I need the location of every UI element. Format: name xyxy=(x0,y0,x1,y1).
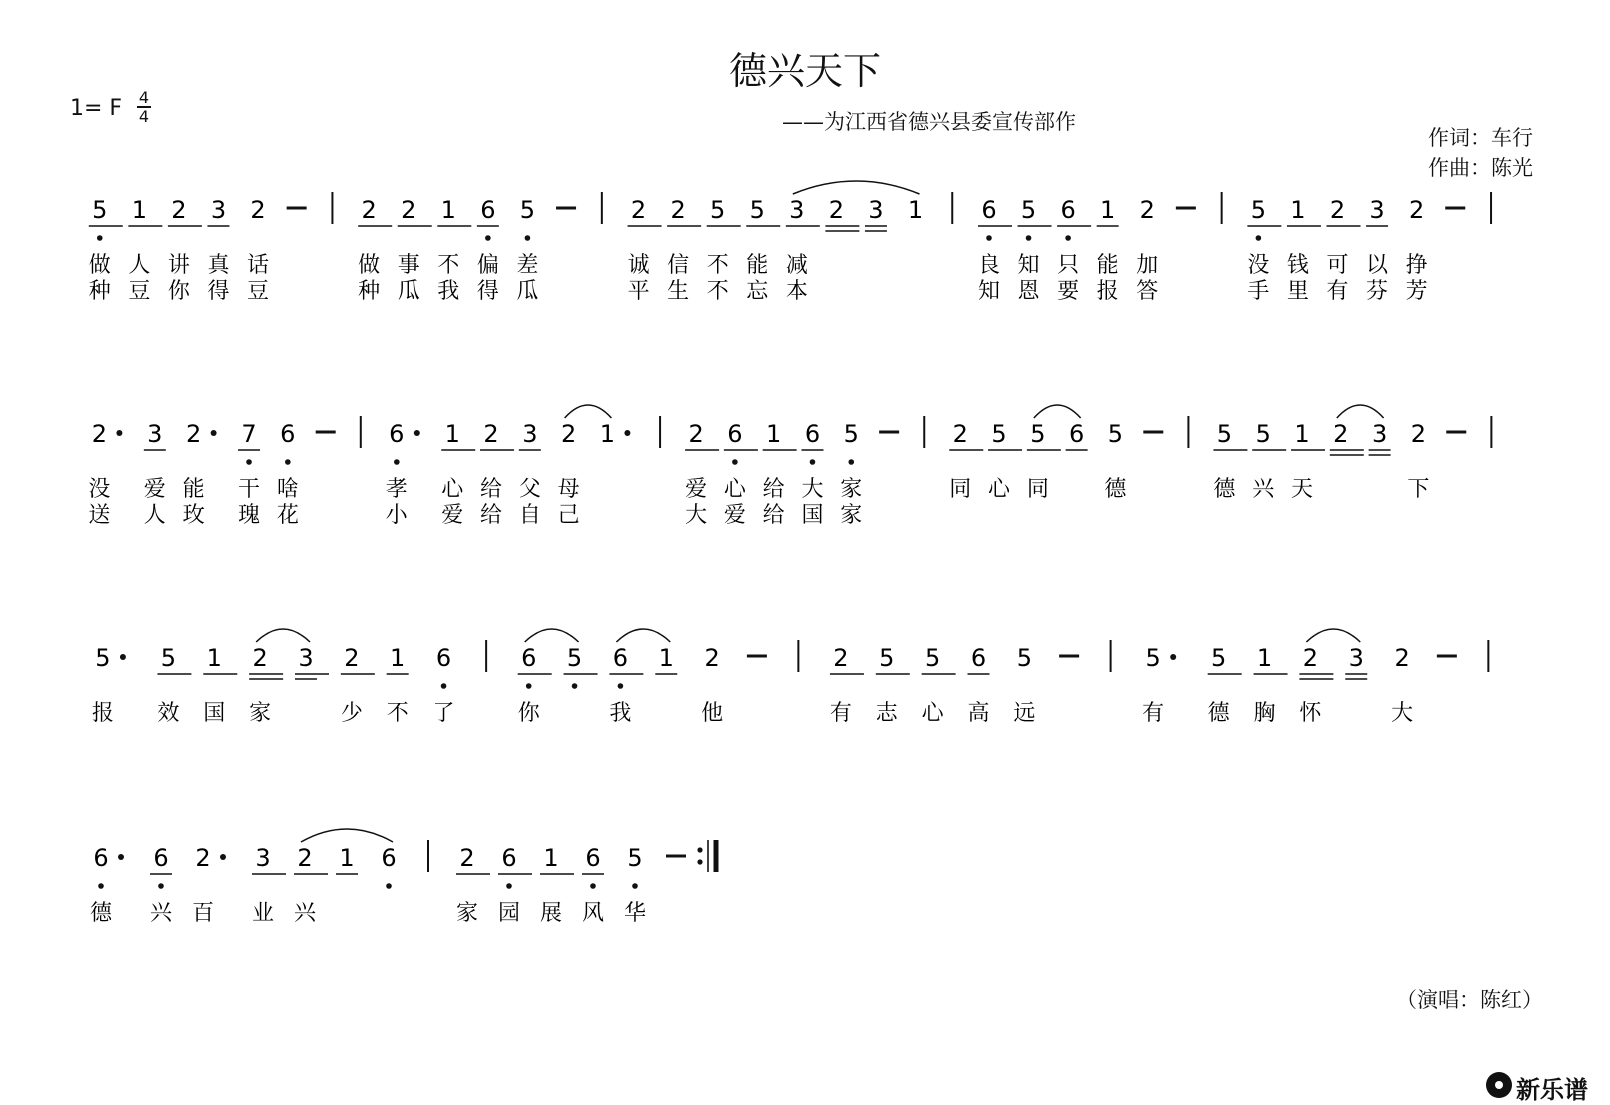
lyric-verse-1: 你 xyxy=(517,701,540,726)
lyric-verse-1: 华 xyxy=(623,901,647,926)
note: 5 xyxy=(1145,644,1161,672)
song-title: 德兴天下 xyxy=(728,49,881,93)
lyric-verse-1: 家 xyxy=(840,477,863,502)
lyric-verse-1: 我 xyxy=(609,701,632,726)
lyric-verse-1: 能 xyxy=(1096,253,1119,278)
note: 6 xyxy=(381,844,397,872)
lyric-verse-1: 兴 xyxy=(1252,477,1275,502)
lyric-verse-2: 爱 xyxy=(441,503,464,528)
lyric-verse-1: 以 xyxy=(1366,253,1389,278)
note: 2 xyxy=(1394,644,1410,672)
lyric-verse-1: 心 xyxy=(441,477,464,502)
lyric-verse-1: 胸 xyxy=(1253,701,1276,726)
note: 5 xyxy=(92,196,108,224)
note: 3 xyxy=(210,196,227,224)
lyric-verse-1: 不 xyxy=(386,701,409,726)
note: 6 xyxy=(727,420,743,448)
low-octave-dot xyxy=(1256,235,1262,241)
note: 1 xyxy=(206,644,222,672)
lyric-verse-1: 爱 xyxy=(143,477,166,502)
note: 2 xyxy=(560,420,577,448)
lyric-verse-1: 德 xyxy=(1104,477,1127,502)
note: 2 xyxy=(91,420,108,448)
lyric-verse-2: 玫 xyxy=(182,503,205,528)
note: 2 xyxy=(1302,644,1319,672)
note: 3 xyxy=(147,420,163,448)
time-signature-bottom: 4 xyxy=(138,106,150,126)
augmentation-dot xyxy=(220,854,226,860)
lyric-verse-1: 报 xyxy=(91,701,114,726)
lyric-verse-2: 自 xyxy=(518,503,541,528)
low-octave-dot xyxy=(986,235,992,241)
lyric-verse-2: 忘 xyxy=(746,279,769,304)
note: 5 xyxy=(95,644,111,672)
repeat-dot xyxy=(697,859,702,864)
lyric-verse-1: 百 xyxy=(191,901,215,926)
note: 5 xyxy=(566,644,583,672)
note: 7 xyxy=(241,420,257,448)
lyric-verse-2: 己 xyxy=(557,503,580,528)
lyric-verse-2: 小 xyxy=(385,503,408,528)
lyric-verse-2: 豆 xyxy=(128,279,151,304)
lyric-verse-1: 给 xyxy=(762,477,785,502)
note: 6 xyxy=(1060,196,1076,224)
lyric-verse-1: 孝 xyxy=(385,477,408,502)
low-octave-dot xyxy=(1065,235,1071,241)
lyric-verse-1: 业 xyxy=(251,901,275,926)
lyric-verse-2: 豆 xyxy=(247,279,270,304)
note: 5 xyxy=(843,420,859,448)
lyric-verse-2: 瓜 xyxy=(516,279,539,304)
lyric-verse-1: 国 xyxy=(203,701,226,726)
lyric-verse-1: 效 xyxy=(157,701,180,726)
low-octave-dot xyxy=(732,459,738,465)
note: 2 xyxy=(1333,420,1349,448)
vinyl-disc-icon xyxy=(1486,1072,1512,1098)
low-octave-dot xyxy=(590,883,596,889)
note: 2 xyxy=(1410,420,1427,448)
note: 5 xyxy=(1016,644,1032,672)
lyric-verse-1: 差 xyxy=(516,253,539,278)
note: 2 xyxy=(250,196,266,224)
note: 3 xyxy=(1369,196,1385,224)
lyric-verse-2: 芳 xyxy=(1405,279,1428,304)
lyric-verse-2: 有 xyxy=(1326,279,1349,304)
note: 1 xyxy=(444,420,460,448)
note: 1 xyxy=(1256,644,1273,672)
low-octave-dot xyxy=(525,235,531,241)
lyric-verse-2: 瓜 xyxy=(397,279,420,304)
note: 1 xyxy=(907,196,924,224)
lyric-verse-1: 同 xyxy=(949,477,972,502)
lyric-verse-1: 加 xyxy=(1136,253,1159,278)
lyric-verse-2: 种 xyxy=(358,279,381,304)
note: 6 xyxy=(389,420,405,448)
low-octave-dot xyxy=(441,683,447,689)
lyric-verse-1: 不 xyxy=(437,253,460,278)
key-signature: 1= F xyxy=(70,96,123,121)
lyric-verse-1: 可 xyxy=(1326,253,1349,278)
lyric-verse-2: 芬 xyxy=(1366,279,1389,304)
lyric-verse-2: 给 xyxy=(480,503,503,528)
augmentation-dot xyxy=(211,430,217,436)
low-octave-dot xyxy=(485,235,491,241)
low-octave-dot xyxy=(848,459,854,465)
note: 5 xyxy=(1211,644,1227,672)
lyric-verse-1: 没 xyxy=(88,477,111,502)
note: 2 xyxy=(297,844,313,872)
note: 6 xyxy=(804,420,821,448)
lyric-verse-1: 兴 xyxy=(149,901,173,926)
note: 6 xyxy=(435,644,452,672)
lyric-verse-1: 家 xyxy=(249,701,272,726)
note: 2 xyxy=(483,420,499,448)
low-octave-dot xyxy=(506,883,512,889)
note: 2 xyxy=(185,420,202,448)
lyric-verse-2: 生 xyxy=(667,279,690,304)
lyric-verse-1: 钱 xyxy=(1286,253,1309,278)
note: 5 xyxy=(991,420,1007,448)
lyric-verse-2: 种 xyxy=(88,279,111,304)
augmentation-dot xyxy=(1170,654,1176,660)
slur-arc xyxy=(616,629,670,642)
note: 2 xyxy=(704,644,720,672)
lyric-verse-1: 没 xyxy=(1247,253,1270,278)
note: 1 xyxy=(1294,420,1310,448)
lyric-verse-1: 展 xyxy=(539,901,563,926)
lyric-verse-1: 真 xyxy=(207,253,230,278)
note: 2 xyxy=(344,644,360,672)
lyric-verse-1: 能 xyxy=(746,253,769,278)
lyric-verse-1: 下 xyxy=(1407,477,1430,502)
note: 2 xyxy=(401,196,417,224)
lyric-verse-2: 人 xyxy=(143,503,166,528)
note: 2 xyxy=(828,196,845,224)
lyric-verse-1: 给 xyxy=(480,477,503,502)
note: 2 xyxy=(670,196,686,224)
note: 5 xyxy=(879,644,895,672)
time-signature-top: 4 xyxy=(138,88,150,107)
lyric-verse-1: 同 xyxy=(1026,477,1049,502)
song-subtitle: ——为江西省德兴县委宣传部作 xyxy=(782,110,1076,134)
low-octave-dot xyxy=(98,883,104,889)
lyric-verse-2: 里 xyxy=(1286,279,1309,304)
lyric-verse-1: 只 xyxy=(1057,253,1080,278)
note: 1 xyxy=(658,644,674,672)
lyric-verse-1: 德 xyxy=(1207,701,1230,726)
lyric-verse-1: 母 xyxy=(557,477,580,502)
lyric-verse-1: 讲 xyxy=(167,253,190,278)
note: 5 xyxy=(710,196,726,224)
lyric-verse-1: 天 xyxy=(1291,477,1314,502)
lyric-verse-1: 风 xyxy=(581,901,605,926)
lyric-verse-1: 信 xyxy=(667,253,690,278)
low-octave-dot xyxy=(158,883,164,889)
lyric-verse-2: 手 xyxy=(1247,279,1270,304)
low-octave-dot xyxy=(526,683,532,689)
note: 2 xyxy=(171,196,187,224)
lyric-verse-1: 有 xyxy=(829,701,852,726)
slur-arc xyxy=(565,405,612,418)
note: 2 xyxy=(952,420,968,448)
lyric-verse-1: 做 xyxy=(358,253,381,278)
lyric-verse-2: 报 xyxy=(1096,279,1119,304)
lyric-verse-1: 德 xyxy=(1213,477,1236,502)
low-octave-dot xyxy=(285,459,291,465)
lyric-verse-1: 大 xyxy=(801,477,824,502)
note: 3 xyxy=(789,196,805,224)
note: 6 xyxy=(93,844,109,872)
note: 5 xyxy=(925,644,941,672)
augmentation-dot xyxy=(118,854,124,860)
note: 6 xyxy=(585,844,601,872)
lyric-verse-1: 志 xyxy=(875,701,898,726)
note: 2 xyxy=(688,420,704,448)
note: 6 xyxy=(480,196,496,224)
lyric-verse-1: 怀 xyxy=(1299,701,1322,726)
low-octave-dot xyxy=(246,459,252,465)
lyric-verse-1: 知 xyxy=(1017,253,1040,278)
note: 6 xyxy=(970,644,987,672)
note: 5 xyxy=(519,196,536,224)
lyric-verse-2: 本 xyxy=(785,279,808,304)
note: 3 xyxy=(868,196,884,224)
low-octave-dot xyxy=(810,459,816,465)
note: 1 xyxy=(766,420,782,448)
augmentation-dot xyxy=(120,654,126,660)
repeat-dot xyxy=(697,847,702,852)
note: 1 xyxy=(599,420,616,448)
lyric-verse-1: 德 xyxy=(89,901,113,926)
note: 3 xyxy=(1371,420,1388,448)
lyric-verse-1: 他 xyxy=(701,701,724,726)
note: 5 xyxy=(1250,196,1267,224)
composer-credit: 作曲：陈光 xyxy=(1428,156,1533,180)
slur-arc xyxy=(256,629,310,642)
slur-arc xyxy=(1306,629,1360,642)
lyric-verse-2: 大 xyxy=(685,503,708,528)
lyric-verse-1: 减 xyxy=(785,253,808,278)
site-logo-text: 新乐谱 xyxy=(1516,1076,1588,1104)
note: 6 xyxy=(501,844,517,872)
lyric-verse-1: 事 xyxy=(397,253,420,278)
lyric-verse-1: 做 xyxy=(88,253,111,278)
lyric-verse-2: 得 xyxy=(207,279,230,304)
note: 5 xyxy=(749,196,765,224)
note: 6 xyxy=(612,644,629,672)
lyric-verse-2: 我 xyxy=(437,279,460,304)
note: 2 xyxy=(1139,196,1155,224)
lyric-verse-2: 要 xyxy=(1057,279,1080,304)
site-logo xyxy=(1486,1072,1604,1104)
note: 1 xyxy=(1100,196,1116,224)
slur-arc xyxy=(301,829,393,842)
lyric-verse-1: 了 xyxy=(432,701,455,726)
low-octave-dot xyxy=(386,883,392,889)
note: 5 xyxy=(1020,196,1037,224)
lyric-verse-1: 心 xyxy=(921,701,944,726)
lyric-verse-1: 良 xyxy=(977,253,1000,278)
lyric-verse-1: 诚 xyxy=(627,253,650,278)
note: 5 xyxy=(1107,420,1124,448)
lyric-verse-1: 家 xyxy=(455,901,479,926)
lyric-verse-1: 心 xyxy=(723,477,746,502)
low-octave-dot xyxy=(1026,235,1032,241)
low-octave-dot xyxy=(97,235,103,241)
lyric-verse-1: 少 xyxy=(340,701,363,726)
note: 5 xyxy=(627,844,643,872)
note: 5 xyxy=(1030,420,1046,448)
slur-arc xyxy=(525,629,579,642)
lyric-verse-2: 得 xyxy=(476,279,499,304)
note: 5 xyxy=(1255,420,1271,448)
lyric-verse-1: 高 xyxy=(967,701,990,726)
slur-arc xyxy=(1337,405,1384,418)
note: 6 xyxy=(981,196,997,224)
low-octave-dot xyxy=(618,683,624,689)
note: 6 xyxy=(153,844,169,872)
note: 1 xyxy=(1290,196,1306,224)
lyric-verse-1: 不 xyxy=(706,253,729,278)
slur-arc xyxy=(1034,405,1081,418)
lyric-verse-2: 知 xyxy=(977,279,1000,304)
note: 5 xyxy=(1216,420,1233,448)
lyric-verse-1: 爱 xyxy=(685,477,708,502)
lyric-verse-2: 不 xyxy=(706,279,729,304)
lyric-verse-1: 话 xyxy=(247,253,270,278)
note: 6 xyxy=(521,644,537,672)
lyricist-credit: 作词：车行 xyxy=(1428,126,1533,150)
lyric-verse-1: 远 xyxy=(1013,701,1036,726)
lyric-verse-2: 给 xyxy=(762,503,785,528)
low-octave-dot xyxy=(572,683,578,689)
lyric-verse-2: 爱 xyxy=(723,503,746,528)
note: 6 xyxy=(1069,420,1085,448)
lyric-verse-2: 你 xyxy=(167,279,190,304)
note: 1 xyxy=(543,844,559,872)
note: 1 xyxy=(131,196,147,224)
lyric-verse-2: 瑰 xyxy=(238,503,261,528)
lyric-verse-2: 国 xyxy=(801,503,824,528)
augmentation-dot xyxy=(414,430,420,436)
lyric-verse-1: 能 xyxy=(182,477,205,502)
note: 1 xyxy=(390,644,406,672)
note: 2 xyxy=(361,196,377,224)
note: 1 xyxy=(339,844,355,872)
note: 2 xyxy=(1408,196,1425,224)
lyric-verse-2: 送 xyxy=(88,503,111,528)
lyric-verse-1: 心 xyxy=(988,477,1011,502)
note: 5 xyxy=(160,644,177,672)
lyric-verse-1: 兴 xyxy=(293,901,317,926)
note: 2 xyxy=(459,844,475,872)
note: 2 xyxy=(252,644,268,672)
note: 3 xyxy=(255,844,271,872)
lyric-verse-1: 干 xyxy=(238,477,261,502)
lyric-verse-1: 有 xyxy=(1142,701,1165,726)
lyric-verse-1: 人 xyxy=(128,253,151,278)
note: 3 xyxy=(522,420,538,448)
lyric-verse-1: 园 xyxy=(497,901,521,926)
slur-arc xyxy=(793,181,920,194)
performer-credit: （演唱：陈红） xyxy=(1396,988,1543,1012)
augmentation-dot xyxy=(624,430,630,436)
note: 3 xyxy=(1348,644,1364,672)
lyric-verse-2: 花 xyxy=(276,503,299,528)
low-octave-dot xyxy=(632,883,638,889)
lyric-verse-2: 家 xyxy=(840,503,863,528)
note: 3 xyxy=(298,644,314,672)
augmentation-dot xyxy=(116,430,122,436)
note: 2 xyxy=(1329,196,1346,224)
lyric-verse-1: 父 xyxy=(518,477,541,502)
lyric-verse-2: 答 xyxy=(1136,279,1159,304)
note: 6 xyxy=(280,420,296,448)
note: 2 xyxy=(833,644,849,672)
lyric-verse-1: 大 xyxy=(1391,701,1414,726)
lyric-verse-1: 挣 xyxy=(1405,253,1428,278)
note: 2 xyxy=(195,844,211,872)
note: 1 xyxy=(440,196,456,224)
low-octave-dot xyxy=(394,459,400,465)
lyric-verse-2: 恩 xyxy=(1017,279,1040,304)
note: 2 xyxy=(630,196,647,224)
lyric-verse-1: 啥 xyxy=(276,477,299,502)
lyric-verse-2: 平 xyxy=(627,279,650,304)
lyric-verse-1: 偏 xyxy=(476,253,499,278)
